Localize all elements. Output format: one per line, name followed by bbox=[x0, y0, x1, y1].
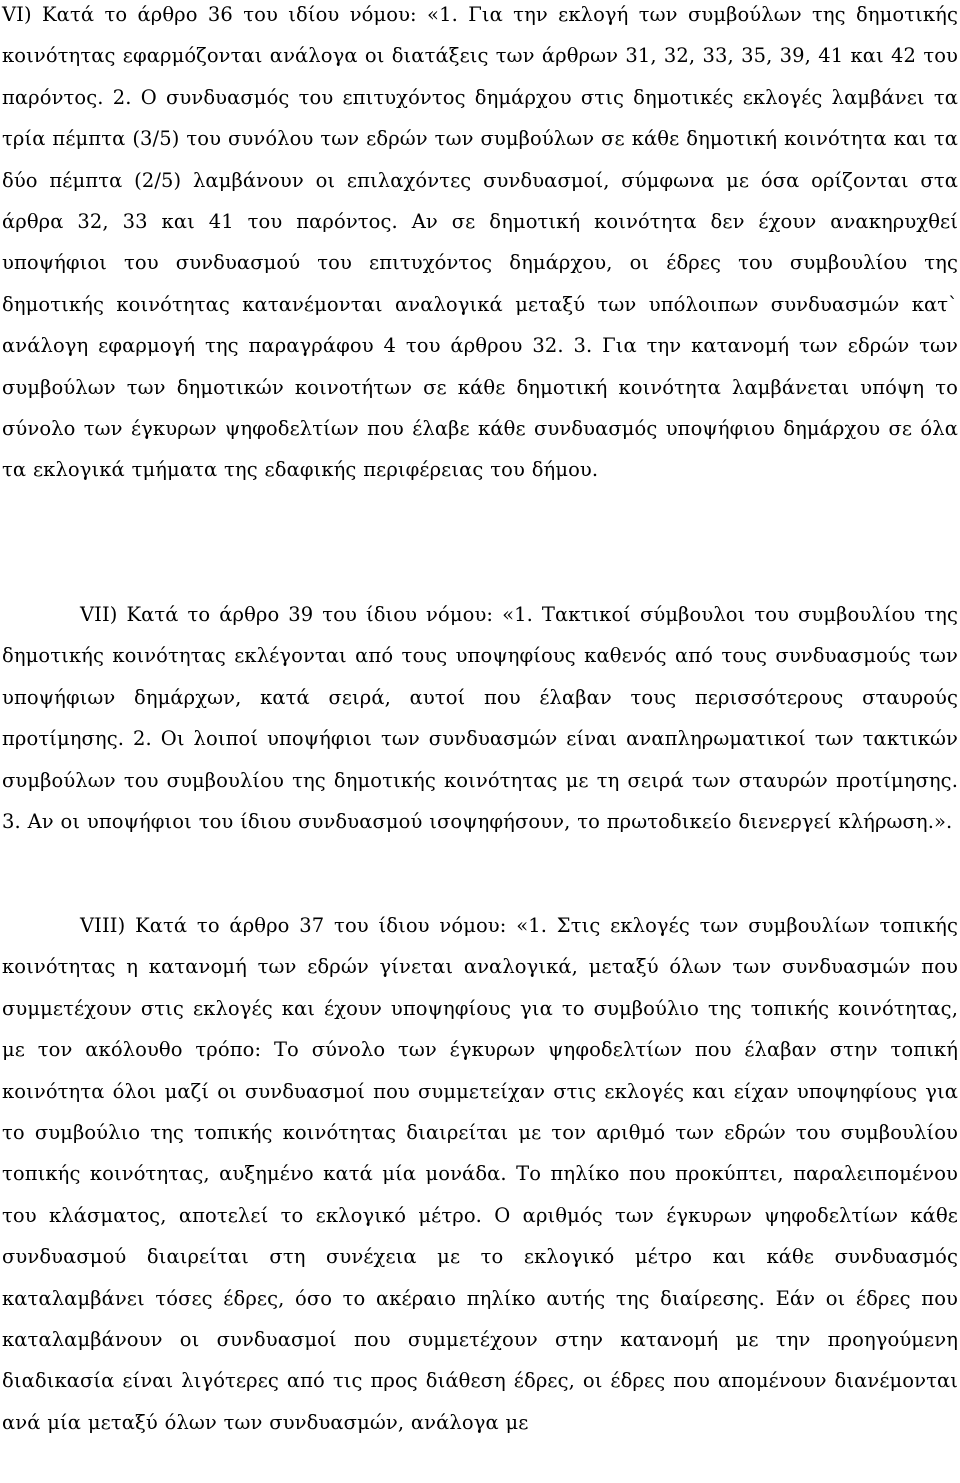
paragraph-article-39: VII) Κατά το άρθρο 39 του ίδιου νόμου: «1. Τακτικοί σύμβουλοι του συμβουλίου της δημοτικής κοινότητας εκλέγονται από τους υποψηφίους καθενός από τους συνδυασμούς των υποψήφιων δημάρχων, κατά σειρά, αυτοί που έλαβαν τους περισσότερους σταυρούς προτίμησης. 2. Οι λοιποί υποψήφιοι των συνδυασμών είναι αναπληρωματικοί των τακτικών συμβούλων του συμβουλίου της δημοτικής κοινότητας με τη σειρά των σταυρών προτίμησης. 3. Αν οι υποψήφιοι του ίδιου συνδυασμού ισοψηφήσουν, το πρωτοδικείο διενεργεί κλήρωση.». bbox=[2, 603, 958, 834]
paragraph-article-37: VIII) Κατά το άρθρο 37 του ίδιου νόμου: «1. Στις εκλογές των συμβουλίων τοπικής κοινότητας η κατανομή των εδρών γίνεται αναλογικά, μεταξύ όλων των συνδυασμών που συμμετέχουν στις εκλογές και έχουν υποψηφίους για το συμβούλιο της τοπικής κοινότητας, με τον ακόλουθο τρόπο: Το σύνολο των έγκυρων ψηφοδελτίων που έλαβαν στην τοπική κοινότητα όλοι μαζί οι συνδυασμοί που συμμετείχαν στις εκλογές και είχαν υποψηφίους για το συμβούλιο της τοπικής κοινότητας διαιρείται με τον αριθμό των εδρών του συμβουλίου τοπικής κοινότητας, αυξημένο κατά μία μονάδα. Το πηλίκο που προκύπτει, παραλειπομένου του κλάσματος, αποτελεί το εκλογικό μέτρο. Ο αριθμός των έγκυρων ψηφοδελτίων κάθε συνδυασμού διαιρείται στη συνέχεια με το εκλογικό μέτρο και κάθε συνδυασμός καταλαμβάνει τόσες έδρες, όσο το ακέραιο πηλίκο αυτής της διαίρεσης. Εάν οι έδρες που καταλαμβάνουν οι συνδυασμοί που συμμετέχουν στην κατανομή με την προηγούμενη διαδικασία είναι λιγότερες από τις προς διάθεση έδρες, οι έδρες που απομένουν διανέμονται ανά μία μεταξύ όλων των συνδυασμών, ανάλογα με bbox=[2, 914, 958, 1434]
paragraph-article-36: VI) Κατά το άρθρο 36 του ιδίου νόμου: «1. Για την εκλογή των συμβούλων της δημοτικής κοινότητας εφαρμόζονται ανάλογα οι διατάξεις των άρθρων 31, 32, 33, 35, 39, 41 και 42 του παρόντος. 2. Ο συνδυασμός του επιτυχόντος δημάρχου στις δημοτικές εκλογές λαμβάνει τα τρία πέμπτα (3/5) του συνόλου των εδρών των συμβούλων σε κάθε δημοτική κοινότητα και τα δύο πέμπτα (2/5) λαμβάνουν οι επιλαχόντες συνδυασμοί, σύμφωνα με όσα ορίζονται στα άρθρα 32, 33 και 41 του παρόντος. Αν σε δημοτική κοινότητα δεν έχουν ανακηρυχθεί υποψήφιοι του συνδυασμού του επιτυχόντος δημάρχου, οι έδρες του συμβουλίου της δημοτικής κοινότητας κατανέμονται αναλογικά μεταξύ των υπόλοιπων συνδυασμών κατ` ανάλογη εφαρμογή της παραγράφου 4 του άρθρου 32. 3. Για την κατανομή των εδρών των συμβούλων των δημοτικών κοινοτήτων σε κάθε δημοτική κοινότητα λαμβάνεται υπόψη το σύνολο των έγκυρων ψηφοδελτίων που έλαβε κάθε συνδυασμός υποψήφιου δημάρχου σε όλα τα εκλογικά τμήματα της εδαφικής περιφέρειας του δήμου. bbox=[2, 3, 958, 482]
